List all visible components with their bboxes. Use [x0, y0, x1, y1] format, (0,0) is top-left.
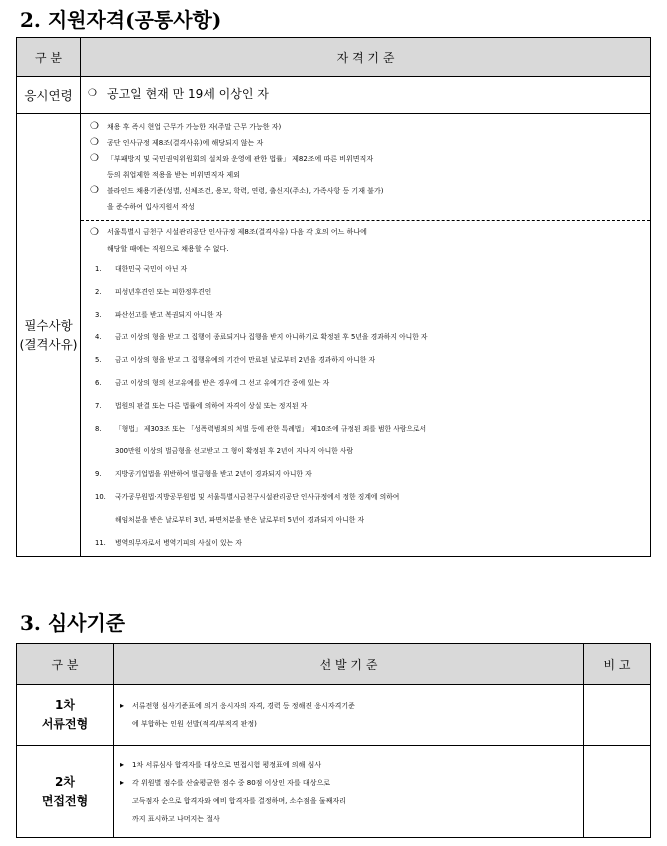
- bullet-line: [81, 151, 650, 167]
- bullet-text: 공단 인사규정 제8조(결격사유)에 해당되지 않는 자: [107, 139, 264, 147]
- header-criteria: 자 격 기 준: [81, 38, 651, 77]
- item-text: 병역의무자로서 병역기피의 사실이 있는 자: [115, 538, 242, 547]
- criteria-line: [114, 697, 583, 715]
- disqualification-block: [81, 220, 650, 556]
- disqualification-item: [81, 440, 650, 463]
- section-2-title: 2. 지원자격(공통사항): [20, 8, 222, 32]
- disqualification-item: [81, 395, 650, 418]
- criteria-line: [114, 774, 583, 792]
- general-bullets: [81, 114, 650, 220]
- intro-text: 해당할 때에는 직원으로 채용할 수 없다.: [107, 245, 229, 253]
- bullet-text: 을 준수하여 입사지원서 작성: [107, 203, 195, 211]
- disqualification-item: [81, 304, 650, 327]
- item-text: 해임처분을 받은 날로부터 3년, 파면처분을 받은 날로부터 5년이 경과되지 아니한 자: [115, 515, 365, 524]
- intro-line: [81, 224, 650, 241]
- item-number: 1.: [95, 265, 102, 273]
- bullet-line: [81, 183, 650, 199]
- stage-2-label-line-2: 면접전형: [41, 793, 89, 808]
- disqualification-item: [81, 532, 650, 555]
- item-number: 9.: [95, 470, 102, 479]
- item-text: 금고 이상의 형을 받고 그 집행유예의 기간이 만료된 날로부터 2년을 경과하지 아니한 자: [115, 356, 376, 365]
- bullet-line: [81, 135, 650, 151]
- item-text: 대한민국 국민이 아닌 자: [115, 265, 188, 273]
- triangle-bullet-icon: ▸: [120, 701, 125, 710]
- item-text: 금고 이상의 형을 받고 그 집행이 종료되거나 집행을 받지 아니하기로 확정된 후 5년을 경과하지 아니한 자: [115, 333, 428, 342]
- circle-bullet-icon: ❍: [90, 121, 99, 132]
- item-number: 6.: [95, 378, 102, 387]
- disqualification-item: [81, 509, 650, 532]
- bullet-line: [81, 199, 650, 215]
- age-line: [81, 86, 650, 104]
- item-text: 300만원 이상의 벌금형을 선고받고 그 형이 확정된 후 2년이 지나지 아니한 사람: [115, 447, 354, 456]
- bullet-line: [81, 167, 650, 183]
- screening-row-2: [17, 746, 651, 838]
- criteria-line: [114, 792, 583, 810]
- header-category: 구 분: [17, 38, 81, 77]
- criteria-line: [114, 756, 583, 774]
- disqualification-item: [81, 326, 650, 349]
- bullet-text: 등의 취업제한 적용을 받는 비위면직자 제외: [107, 171, 240, 179]
- item-number: 4.: [95, 333, 102, 342]
- age-label: 응시연령: [17, 77, 81, 114]
- screening-header-note: 비 고: [584, 644, 651, 685]
- section-3-title: 3. 심사기준: [20, 611, 126, 635]
- bullet-text: 채용 후 즉시 현업 근무가 가능한 자(주말 근무 가능한 자): [107, 123, 282, 131]
- screening-row-1: [17, 685, 651, 746]
- item-text: 피성년후견인 또는 피한정후견인: [115, 287, 212, 296]
- item-text: 지방공기업법을 위반하여 벌금형을 받고 2년이 경과되지 아니한 자: [115, 470, 312, 479]
- screening-header-category: 구 분: [17, 644, 114, 685]
- disqualification-item: [81, 281, 650, 304]
- disqualification-item: [81, 418, 650, 441]
- item-text: 「형법」 제303조 또는 「성폭력범죄의 처벌 등에 관한 특례법」 제10조에 규정된 죄를 범한 사람으로서: [115, 424, 427, 433]
- required-label: [17, 114, 81, 557]
- item-number: 3.: [95, 310, 102, 319]
- required-row: [17, 114, 651, 557]
- item-number: 8.: [95, 424, 102, 433]
- item-number: 7.: [95, 401, 102, 410]
- criteria-text: 각 위원별 점수를 산술평균한 점수 중 80점 이상인 자를 대상으로: [132, 778, 330, 787]
- disqualification-list: [81, 258, 650, 554]
- bullet-text: 「부패방지 및 국민권익위원회의 설치와 운영에 관한 법률」 제82조에 따른 비위면직자: [107, 155, 374, 163]
- stage-1-note: [584, 685, 651, 746]
- screening-header-criteria: 선 발 기 준: [114, 644, 584, 685]
- disqualification-item: [81, 463, 650, 486]
- disqualification-item: [81, 349, 650, 372]
- required-label-line-2: (결격사유): [19, 337, 78, 353]
- stage-2-label: [17, 746, 114, 838]
- item-text: 법원의 판결 또는 다른 법률에 의하여 자격이 상실 또는 정지된 자: [115, 401, 308, 410]
- criteria-line: [114, 810, 583, 828]
- age-row: [17, 77, 651, 114]
- disqualification-item: [81, 486, 650, 509]
- triangle-bullet-icon: ▸: [120, 759, 125, 769]
- qualification-table: [16, 37, 651, 557]
- age-text: 공고일 현재 만 19세 이상인 자: [107, 87, 269, 101]
- criteria-line: [114, 715, 583, 733]
- stage-1-label: [17, 685, 114, 746]
- item-text: 파산선고를 받고 복권되지 아니한 자: [115, 310, 223, 319]
- criteria-text: 1차 서류심사 합격자를 대상으로 면접시험 평정표에 의해 심사: [132, 760, 322, 769]
- item-number: 2.: [95, 287, 102, 296]
- intro-line: [81, 241, 650, 258]
- intro-text: 서울특별시 금천구 시설관리공단 인사규정 제8조(결격사유) 다음 각 호의 어느 하나에: [107, 228, 367, 236]
- stage-2-note: [584, 746, 651, 838]
- stage-1-criteria: [114, 685, 584, 746]
- circle-bullet-icon: ❍: [90, 227, 99, 238]
- circle-bullet-icon: ❍: [90, 153, 99, 164]
- stage-2-label-line-1: 2차: [55, 774, 75, 789]
- screening-table: [16, 643, 651, 838]
- circle-bullet-icon: ❍: [90, 185, 99, 196]
- stage-2-criteria: [114, 746, 584, 838]
- disqualification-item: [81, 258, 650, 281]
- criteria-text: 까지 표시하고 나머지는 절사: [132, 814, 220, 823]
- bullet-line: [81, 119, 650, 135]
- criteria-text: 에 부합하는 인원 선발(적격/부적격 판정): [132, 720, 257, 728]
- circle-bullet-icon: ❍: [88, 88, 97, 99]
- header-row: [17, 38, 651, 77]
- bullet-text: 블라인드 채용기준(성별, 신체조건, 용모, 학력, 연령, 출신지(주소), 가족사항 등 기재 불가): [107, 187, 384, 195]
- screening-header-row: [17, 644, 651, 685]
- item-number: 10.: [95, 492, 106, 501]
- circle-bullet-icon: ❍: [90, 137, 99, 148]
- stage-1-label-line-2: 서류전형: [41, 717, 89, 731]
- stage-1-label-line-1: 1차: [55, 698, 75, 712]
- disqualification-item: [81, 372, 650, 395]
- required-label-line-1: 필수사항: [24, 318, 73, 334]
- item-text: 금고 이상의 형의 선고유예를 받은 경우에 그 선고 유예기간 중에 있는 자: [115, 378, 330, 387]
- criteria-text: 서류전형 심사기준표에 의거 응시자의 자격, 경력 등 정해진 응시자격기준: [132, 702, 355, 710]
- item-number: 5.: [95, 356, 102, 365]
- item-text: 국가공무원법·지방공무원법 및 서울특별시금천구시설관리공단 인사규정에서 정한 징계에 의하여: [115, 492, 400, 501]
- disqualification-intro: [81, 224, 650, 258]
- age-cell: [81, 77, 651, 114]
- criteria-text: 고득점자 순으로 합격자와 예비 합격자를 결정하며, 소수점을 둘째자리: [132, 796, 346, 805]
- required-cell: [81, 114, 651, 557]
- item-number: 11.: [95, 538, 106, 547]
- triangle-bullet-icon: ▸: [120, 777, 125, 787]
